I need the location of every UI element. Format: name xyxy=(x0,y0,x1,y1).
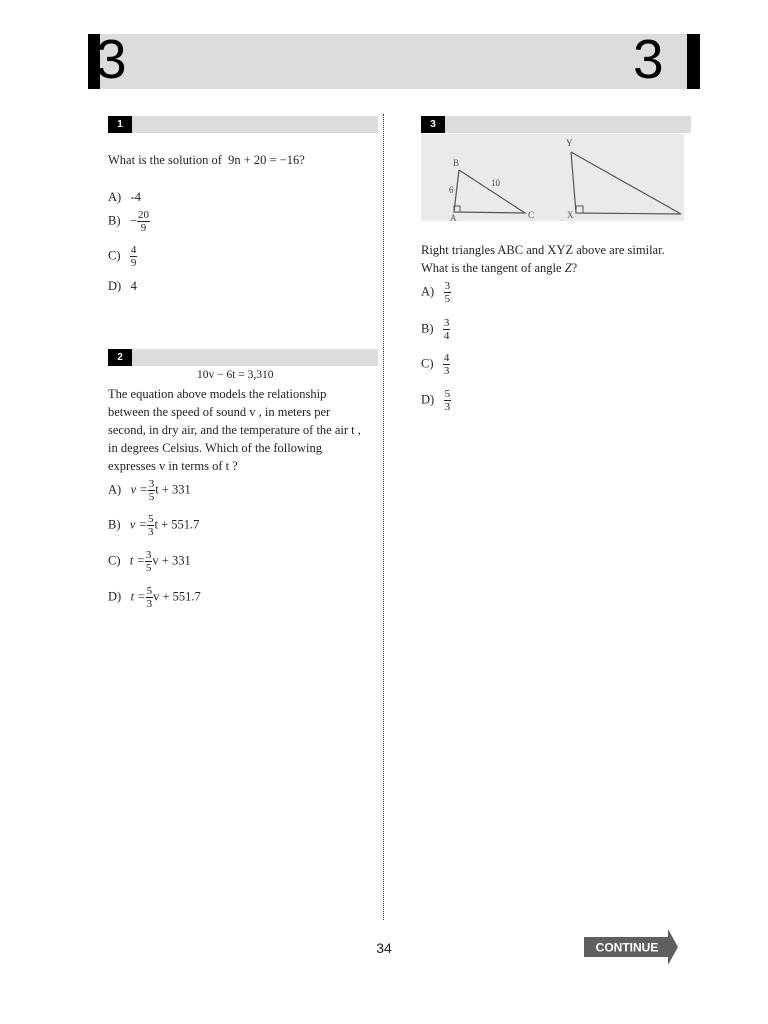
question-3-line-1: Right triangles ABC and XYZ above are similar. xyxy=(421,243,665,257)
continue-arrow-icon xyxy=(584,929,680,965)
right-angle-x xyxy=(576,206,583,213)
question-1-header xyxy=(108,116,378,133)
triangle-abc xyxy=(454,170,525,213)
triangles-svg xyxy=(421,134,684,221)
option-c[interactable]: C) $\frac{4}{3}$ xyxy=(421,352,450,377)
fraction: $\frac{4}{9}$ xyxy=(130,244,137,269)
question-number: 3 xyxy=(421,116,445,133)
page-number: 34 xyxy=(376,940,392,956)
fraction: $\frac{4}{3}$ xyxy=(443,352,450,377)
vertex-label-c: C xyxy=(528,210,535,220)
fraction: $\frac{5}{3}$ xyxy=(146,585,153,610)
section-number-left: 3 xyxy=(96,28,127,90)
option-c[interactable]: C) $\frac{4}{9}$ xyxy=(108,244,137,269)
fraction: $\frac{20}{9}$ xyxy=(137,209,149,234)
question-2-line-1: The equation above models the relationship xyxy=(108,387,327,401)
triangle-xyz xyxy=(571,152,681,214)
option-d[interactable]: D) 4 xyxy=(108,279,137,293)
side-label-ab: 6 xyxy=(449,185,454,195)
fraction: $\frac{3}{5}$ xyxy=(145,549,152,574)
question-2-line-2: between the speed of sound v , in meters per xyxy=(108,405,331,419)
similar-triangles-figure xyxy=(421,134,684,221)
question-2-line-3: second, in dry air, and the temperature of the air t , xyxy=(108,423,361,437)
fraction: $\frac{5}{3}$ xyxy=(147,513,154,538)
vertex-label-y: Y xyxy=(566,138,573,148)
fraction: $\frac{5}{3}$ xyxy=(444,388,451,413)
option-b[interactable]: B) v = $\frac{5}{3}$ t + 551.7 xyxy=(108,513,200,538)
option-d[interactable]: D) t = $\frac{5}{3}$ v + 551.7 xyxy=(108,585,201,610)
question-3-line-2: What is the tangent of angle Z? xyxy=(421,261,578,275)
question-number: 1 xyxy=(108,116,132,133)
question-2-header xyxy=(108,349,378,366)
fraction: $\frac{3}{5}$ xyxy=(148,478,155,503)
question-2-line-4: in degrees Celsius. Which of the following xyxy=(108,441,322,455)
question-1-prompt: What is the solution of 9n + 20 = −16? xyxy=(108,153,305,167)
vertex-label-x: X xyxy=(567,210,574,220)
equation: 9n + 20 = −16 xyxy=(228,153,300,167)
option-d[interactable]: D) $\frac{5}{3}$ xyxy=(421,388,451,413)
option-c[interactable]: C) t = $\frac{3}{5}$ v + 331 xyxy=(108,549,191,574)
question-number: 2 xyxy=(108,349,132,366)
option-a[interactable]: A) v = $\frac{3}{5}$ t + 331 xyxy=(108,478,191,503)
fraction: $\frac{3}{5}$ xyxy=(444,280,451,305)
option-b[interactable]: B) − $\frac{20}{9}$ xyxy=(108,209,149,234)
header-bar-right xyxy=(687,34,700,89)
option-a[interactable]: A) $\frac{3}{5}$ xyxy=(421,280,451,305)
option-a[interactable]: A) -4 xyxy=(108,190,141,204)
question-3-header xyxy=(421,116,691,133)
vertex-label-a: A xyxy=(450,213,457,221)
side-label-bc: 10 xyxy=(491,178,500,188)
continue-label: CONTINUE xyxy=(595,940,659,955)
option-b[interactable]: B) $\frac{3}{4}$ xyxy=(421,317,450,342)
question-2-line-5: expresses v in terms of t ? xyxy=(108,459,238,473)
question-2-equation: 10v − 6t = 3,310 xyxy=(197,369,274,381)
fraction: $\frac{3}{4}$ xyxy=(443,317,450,342)
section-number-right: 3 xyxy=(633,28,664,90)
section-header xyxy=(88,34,700,89)
continue-button[interactable] xyxy=(584,929,680,965)
vertex-label-b: B xyxy=(453,158,460,168)
column-divider xyxy=(383,114,384,920)
